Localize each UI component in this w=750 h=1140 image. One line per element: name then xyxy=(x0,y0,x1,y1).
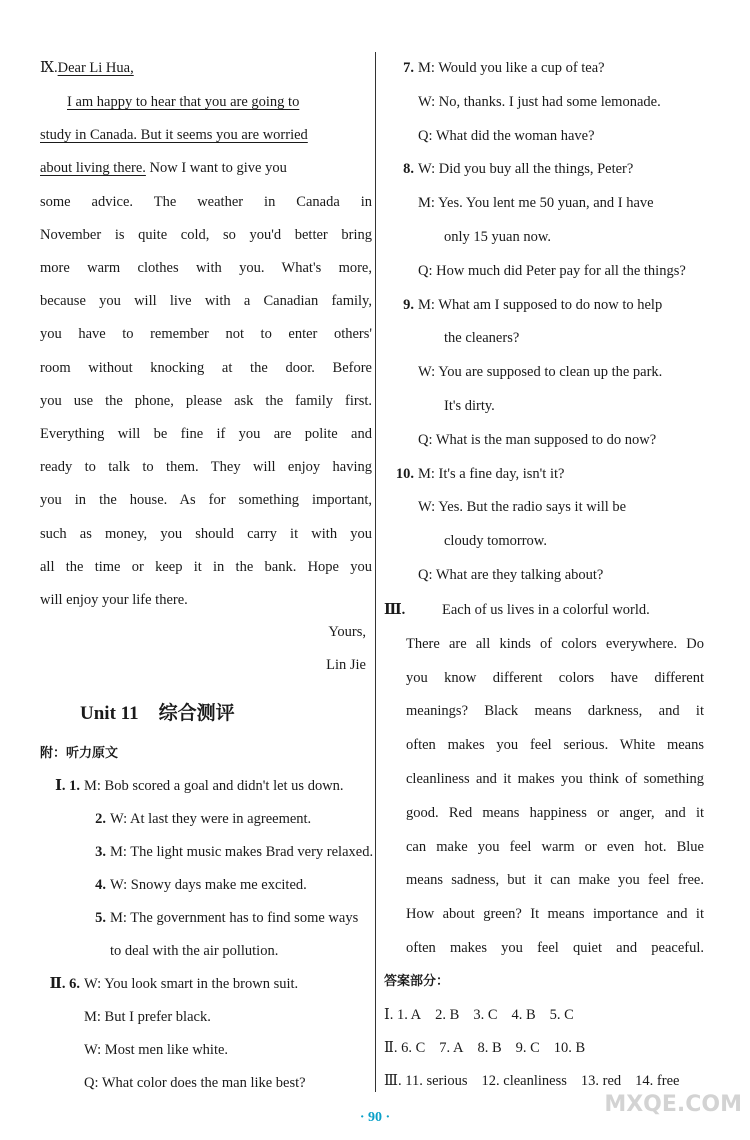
letter-text: I am happy to hear that you are going to xyxy=(67,94,300,110)
transcript-text: W: Snowy days make me excited. xyxy=(110,877,307,893)
passage-text: you know different colors have different xyxy=(406,669,704,686)
passage-text: There are all kinds of colors everywhere. Do xyxy=(406,635,704,652)
transcript-text: Q: How much did Peter pay for all the things? xyxy=(418,262,686,279)
letter-line xyxy=(40,358,372,378)
letter-text: Everything will be fine if you are polite and xyxy=(40,426,372,442)
transcript-line xyxy=(40,941,372,961)
transcript-line xyxy=(384,227,704,247)
transcript-line xyxy=(384,193,704,213)
item-number: 10. xyxy=(395,465,414,482)
passage-text: meanings? Black means darkness, and it xyxy=(406,703,704,720)
answer-item: 14. free xyxy=(635,1073,680,1089)
letter-text: you have to remember not to enter others' xyxy=(40,326,372,343)
passage-line xyxy=(406,904,704,924)
letter-text: you use the phone, please ask the family first. xyxy=(40,392,372,409)
section-marker: Ⅲ. xyxy=(384,602,406,618)
transcript-text: M: It's a fine day, isn't it? xyxy=(418,465,565,482)
transcript-line xyxy=(384,430,704,450)
letter-greeting: Dear Li Hua, xyxy=(57,60,134,76)
passage-line xyxy=(406,668,704,688)
passage-text: How about green? It means importance and it xyxy=(406,906,704,923)
transcript-line xyxy=(40,1073,372,1093)
letter-text: will enjoy your life there. xyxy=(40,592,188,608)
passage-line xyxy=(406,634,704,654)
watermark-text: MXQE.COM xyxy=(604,1092,742,1117)
transcript-line xyxy=(40,908,372,928)
transcript-line xyxy=(384,295,704,315)
transcript-line xyxy=(384,328,704,348)
letter-line xyxy=(40,158,372,178)
letter-line xyxy=(40,590,372,610)
letter-line xyxy=(40,457,372,477)
watermark-logo xyxy=(592,1092,742,1134)
letter-text-underlined: about living there. xyxy=(40,160,146,177)
transcript-line xyxy=(384,531,704,551)
letter-text: some advice. The weather in Canada in xyxy=(40,193,372,210)
unit-title-en: Unit 11 xyxy=(80,703,139,724)
transcript-text: M: The light music makes Brad very relaxed. xyxy=(110,844,374,860)
letter-line xyxy=(40,524,372,544)
answer-item: 7. A xyxy=(439,1040,464,1056)
appendix-label: 附：听力原文 xyxy=(40,746,119,761)
transcript-line xyxy=(40,776,372,796)
answer-item: 12. cleanliness xyxy=(481,1073,567,1089)
letter-text: room without knocking at the door. Before xyxy=(40,359,372,376)
letter-text: November is quite cold, so you'd better bring xyxy=(40,226,372,243)
transcript-line xyxy=(40,809,372,829)
letter-line xyxy=(67,92,372,112)
letter-text: all the time or keep it in the bank. Hope you xyxy=(40,558,372,575)
answer-item: 8. B xyxy=(477,1040,502,1056)
transcript-text: W: No, thanks. I just had some lemonade. xyxy=(418,93,661,110)
passage-text: Each of us lives in a colorful world. xyxy=(442,602,650,618)
unit-title-cn: 综合测评 xyxy=(158,702,235,724)
letter-line xyxy=(40,490,372,510)
transcript-text: M: Would you like a cup of tea? xyxy=(418,60,605,76)
letter-line xyxy=(40,391,372,411)
answer-item: 3. C xyxy=(473,1007,498,1023)
transcript-text: It's dirty. xyxy=(444,398,495,414)
letter-text: ready to talk to them. They will enjoy having xyxy=(40,459,372,476)
passage-line xyxy=(406,870,704,890)
transcript-text: Q: What are they talking about? xyxy=(418,567,604,583)
letter-line xyxy=(40,324,372,344)
section-marker: Ⅸ. xyxy=(40,60,58,76)
letter-greeting-line xyxy=(40,58,372,78)
transcript-text: W: You look smart in the brown suit. xyxy=(84,976,299,992)
transcript-line xyxy=(40,842,372,862)
transcript-text: W: At last they were in agreement. xyxy=(110,811,312,827)
letter-text: such as money, you should carry it with you xyxy=(40,525,372,542)
answer-item: 9. C xyxy=(515,1040,540,1056)
passage-line xyxy=(406,938,704,958)
transcript-line xyxy=(384,396,704,416)
letter-line xyxy=(40,557,372,577)
letter-text: Now I want to give you xyxy=(145,160,287,177)
transcript-line xyxy=(384,126,704,146)
transcript-line xyxy=(384,92,704,112)
transcript-text: M: Yes. You lent me 50 yuan, and I have xyxy=(418,195,654,212)
transcript-line xyxy=(40,1007,372,1027)
transcript-text: M: But I prefer black. xyxy=(84,1009,211,1025)
transcript-text: M: What am I supposed to do now to help xyxy=(418,296,663,313)
transcript-text: Q: What did the woman have? xyxy=(418,127,595,144)
transcript-text: W: You are supposed to clean up the park. xyxy=(418,364,663,381)
answer-item: 4. B xyxy=(511,1007,536,1023)
passage-line xyxy=(406,803,704,823)
item-number: 8. xyxy=(403,161,414,178)
letter-line xyxy=(40,125,372,145)
transcript-line xyxy=(40,875,372,895)
answer-row xyxy=(384,1071,704,1091)
transcript-text: only 15 yuan now. xyxy=(444,229,551,245)
letter-signature: Lin Jie xyxy=(326,657,366,673)
letter-closing: Yours, xyxy=(328,624,366,640)
passage-line xyxy=(406,701,704,721)
passage-line xyxy=(406,769,704,789)
letter-line xyxy=(40,225,372,245)
transcript-text: W: Did you buy all the things, Peter? xyxy=(418,161,634,178)
letter-text: more warm clothes with you. What's more, xyxy=(40,260,372,276)
transcript-line xyxy=(40,1040,372,1060)
letter-line xyxy=(40,291,372,311)
transcript-text: to deal with the air pollution. xyxy=(110,943,279,959)
transcript-line xyxy=(384,261,704,281)
transcript-text: Q: What is the man supposed to do now? xyxy=(418,431,657,448)
transcript-text: W: Yes. But the radio says it will be xyxy=(418,499,627,516)
item-number: 2. xyxy=(95,811,106,827)
page-number: · 90 · xyxy=(359,1110,391,1125)
transcript-text: the cleaners? xyxy=(444,330,520,347)
letter-line xyxy=(40,424,372,444)
answer-item: 5. C xyxy=(549,1007,574,1023)
answer-item: 10. B xyxy=(553,1040,586,1056)
item-number: Ⅰ. 1. xyxy=(55,778,80,794)
passage-line xyxy=(384,600,704,620)
transcript-text: M: The government has to find some ways xyxy=(110,910,359,926)
item-number: 7. xyxy=(403,60,414,76)
answer-item: 2. B xyxy=(435,1007,460,1023)
passage-text: often makes you feel quiet and peaceful. xyxy=(406,940,704,956)
transcript-text: Q: What color does the man like best? xyxy=(84,1075,306,1091)
passage-text: can make you feel warm or even hot. Blue xyxy=(406,838,704,855)
passage-text: means sadness, but it can make you feel free. xyxy=(406,872,704,889)
transcript-text: W: Most men like white. xyxy=(84,1042,229,1058)
passage-text: cleanliness and it makes you think of something xyxy=(406,771,704,787)
letter-line xyxy=(40,258,372,278)
passage-text: often makes you feel serious. White means xyxy=(406,737,704,754)
answer-item: Ⅱ. 6. C xyxy=(384,1040,426,1056)
transcript-text: cloudy tomorrow. xyxy=(444,533,547,550)
passage-line xyxy=(406,735,704,755)
transcript-line xyxy=(40,974,372,994)
letter-text: because you will live with a Canadian family, xyxy=(40,293,372,310)
transcript-line xyxy=(384,58,704,78)
unit-title xyxy=(80,698,235,725)
item-number: 5. xyxy=(95,910,106,926)
column-divider xyxy=(375,52,376,1092)
answer-item: 13. red xyxy=(580,1073,622,1089)
item-number: 4. xyxy=(95,877,106,893)
transcript-text: M: Bob scored a goal and didn't let us down. xyxy=(84,778,344,794)
answer-row xyxy=(384,1038,704,1058)
transcript-line xyxy=(384,464,704,484)
letter-line xyxy=(40,192,372,212)
transcript-line xyxy=(384,565,704,585)
letter-text: you in the house. As for something important, xyxy=(40,492,372,509)
item-number: Ⅱ. 6. xyxy=(49,976,80,992)
transcript-line xyxy=(384,159,704,179)
item-number: 3. xyxy=(95,844,106,860)
answer-row xyxy=(384,1005,704,1025)
item-number: 9. xyxy=(403,296,414,313)
answer-item: Ⅰ. 1. A xyxy=(384,1007,422,1023)
transcript-line xyxy=(384,497,704,517)
passage-line xyxy=(406,837,704,857)
answer-item: Ⅲ. 11. serious xyxy=(384,1073,468,1089)
passage-text: good. Red means happiness or anger, and it xyxy=(406,804,704,821)
answers-label: 答案部分： xyxy=(384,974,450,989)
transcript-line xyxy=(384,362,704,382)
letter-text: study in Canada. But it seems you are worried xyxy=(40,127,308,144)
